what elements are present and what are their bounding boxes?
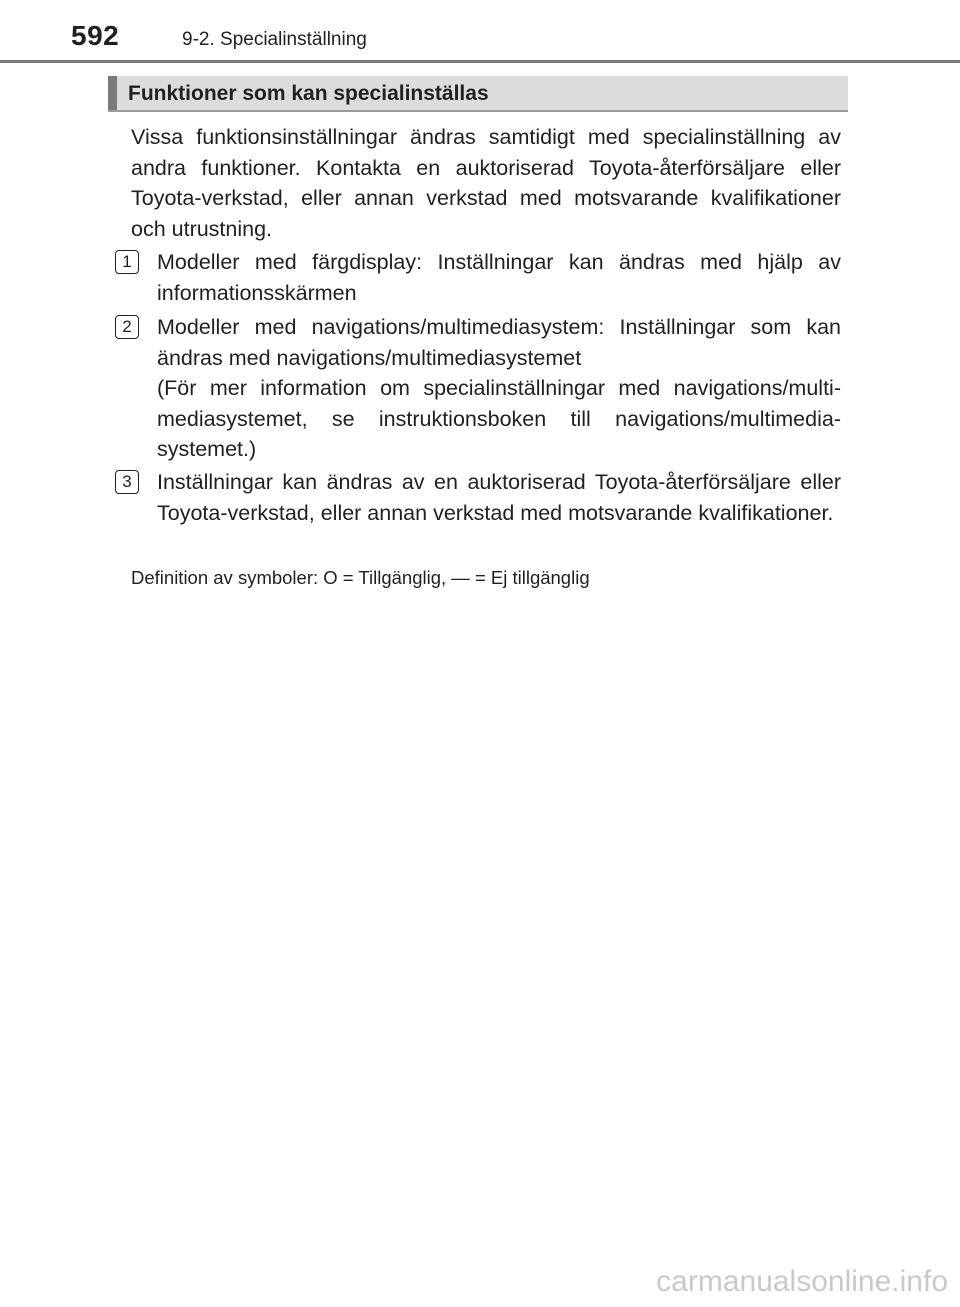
- section-title: Funktioner som kan specialinställas: [128, 82, 489, 105]
- watermark: carmanualsonline.info: [656, 1265, 948, 1298]
- list-item-text: Modeller med färgdisplay: Inställningar kan ändras med hjälp av informationsskärmen: [157, 250, 841, 305]
- header-divider: [0, 60, 960, 63]
- number-1-icon: 1: [115, 250, 139, 274]
- number-2-icon: 2: [115, 315, 139, 339]
- list-item-1: [112, 247, 841, 308]
- title-accent-bar: [108, 76, 117, 110]
- list-item-text: Modeller med navigations/multimediasystem: Inställningar som kan ändras med navigations/multimediasystemet: [157, 315, 841, 370]
- list-item-note: (För mer information om specialinställningar med navigations/multimediasystemet, se instruktionsboken till navigations/multimediasystemet.): [157, 376, 841, 461]
- number-3-icon: 3: [115, 470, 139, 494]
- list-item-text: Inställningar kan ändras av en auktoriserad Toyota-återförsäljare eller Toyota-verkstad, eller annan verkstad med motsvarande kvalifikationer.: [157, 470, 841, 525]
- page-number: 592: [71, 20, 120, 51]
- section-title-box: [108, 76, 848, 112]
- list-item-3: [112, 467, 841, 528]
- list-item-2: [112, 312, 841, 465]
- symbol-definition: Definition av symboler: O = Tillgänglig, — = Ej tillgänglig: [131, 567, 590, 588]
- section-header: 9-2. Specialinställning: [182, 29, 367, 50]
- intro-paragraph: Vissa funktionsinställningar ändras samtidigt med specialinställning av andra funktioner. Kontakta en auktoriserad Toyota-återförsäljare eller Toyota-verkstad, eller annan verkstad med motsvarande kvalifikationer och utrustning.: [131, 125, 841, 241]
